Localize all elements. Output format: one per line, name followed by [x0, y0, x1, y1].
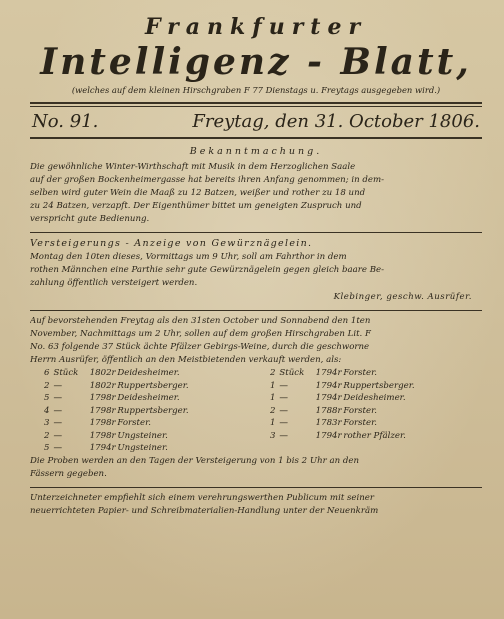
wine-unit: —	[53, 380, 63, 391]
wine-label: rother Pfälzer.	[343, 430, 406, 441]
wine-qty: 4	[43, 405, 50, 416]
issue-line	[30, 107, 482, 137]
wine-unit: —	[279, 418, 289, 428]
wine-unit: —	[279, 405, 289, 416]
wine-qty: 3	[269, 430, 276, 441]
wine-unit: Stück	[279, 368, 305, 378]
wine-year: 1788r	[315, 405, 342, 416]
weinauktion-outro	[30, 455, 482, 481]
wine-year: 1802r	[89, 368, 116, 378]
text-line: Montag den 10ten dieses, Vormittags um 9 Uhr, soll am Fahrthor in dem	[30, 252, 347, 262]
wine-label: Deidesheimer.	[117, 393, 180, 403]
wine-year: 1798r	[89, 430, 116, 441]
wine-row	[30, 392, 482, 405]
wine-year: 1794r	[315, 393, 342, 403]
section-divider	[30, 487, 482, 488]
wine-qty: 5	[43, 443, 50, 453]
text-line: Auf bevorstehenden Freytag als den 31sten October und Sonnabend den 1ten	[30, 316, 371, 326]
text-line: No. 63 folgende 37 Stück ächte Pfälzer Gebirgs-Weine, durch die geschworne	[30, 342, 370, 352]
wine-year: 1798r	[89, 393, 116, 403]
wine-year: 1798r	[89, 405, 116, 416]
wine-qty: 1	[269, 393, 276, 403]
masthead-title: Intelligenz - Blatt,	[40, 41, 472, 83]
versteigerung-title: Versteigerungs - Anzeige von Gewürznägelein.	[30, 238, 313, 249]
text-line: Herrn Ausrüfer, öffentlich an den Meistbietenden verkauft werden, als:	[30, 355, 342, 365]
wine-qty: 1	[269, 418, 276, 428]
masthead-subtitle: (welches auf dem kleinen Hirschgraben F 77 Dienstags u. Freytags ausgegeben wird.)	[71, 85, 441, 95]
footer-text	[30, 492, 482, 518]
wine-unit: —	[279, 380, 289, 391]
wine-label: Forster.	[343, 368, 377, 378]
wine-unit	[279, 442, 315, 455]
wine-row	[30, 380, 482, 393]
text-line: November, Nachmittags um 2 Uhr, sollen auf dem großen Hirschgraben Lit. F	[30, 329, 371, 339]
wine-list	[30, 367, 482, 455]
text-line: verspricht gute Bedienung.	[30, 214, 150, 224]
wine-row	[30, 417, 482, 430]
wine-qty	[256, 442, 279, 455]
wine-year: 1783r	[315, 418, 342, 428]
wine-unit: —	[53, 405, 63, 416]
wine-label: Deidesheimer.	[343, 393, 406, 403]
section-divider	[30, 232, 482, 233]
wine-qty: 2	[269, 368, 276, 378]
wine-row	[30, 367, 482, 380]
wine-unit: Stück	[53, 368, 79, 378]
text-line: neuerrichteten Papier- und Schreibmaterialien-Handlung unter der Neuenkräm	[30, 505, 379, 516]
issue-date: Freytag, den 31. October 1806.	[192, 111, 480, 132]
bekanntmachung-title: Bekanntmachung.	[189, 146, 323, 157]
wine-label: Forster.	[343, 418, 377, 428]
wine-unit: —	[53, 418, 63, 428]
wine-unit: —	[279, 430, 289, 441]
wine-label: Ruppertsberger.	[117, 380, 189, 391]
wine-year: 1794r	[315, 368, 342, 378]
wine-qty: 3	[43, 418, 50, 428]
wine-label: Ruppertsberger.	[117, 405, 189, 416]
wine-label: Forster.	[117, 418, 151, 428]
wine-unit: —	[279, 393, 289, 403]
text-line: Die Proben werden an den Tagen der Versteigerung von 1 bis 2 Uhr an den	[30, 455, 360, 466]
wine-qty: 1	[269, 380, 276, 391]
wine-label	[343, 442, 482, 455]
versteigerung-text	[30, 251, 482, 290]
wine-qty: 2	[269, 405, 276, 416]
wine-row	[30, 430, 482, 443]
wine-label: Ungsteiner.	[117, 430, 168, 441]
wine-row	[30, 405, 482, 418]
wine-qty: 2	[43, 430, 50, 441]
issue-number: No. 91.	[32, 111, 99, 132]
wine-label: Ungsteiner.	[117, 443, 168, 453]
wine-qty: 6	[43, 368, 50, 378]
wine-unit: —	[53, 430, 63, 441]
bekanntmachung-text	[30, 161, 482, 226]
wine-year: 1802r	[89, 380, 116, 391]
wine-year: 1798r	[89, 418, 116, 428]
wine-qty: 2	[43, 380, 50, 391]
text-line: zu 24 Batzen, verzapft. Der Eigenthümer bittet um geneigten Zuspruch und	[30, 201, 362, 211]
wine-unit: —	[53, 393, 63, 403]
versteigerung-signature: Klebinger, geschw. Ausrüfer.	[333, 292, 472, 302]
wine-label: Ruppertsberger.	[343, 380, 415, 391]
issue-rule	[30, 137, 482, 139]
text-line: rothen Männchen eine Parthie sehr gute Gewürznägelein gegen gleich baare Be-	[30, 265, 385, 275]
text-line: selben wird guter Wein die Maaß zu 12 Batzen, weißer und rother zu 18 und	[30, 188, 366, 198]
text-line: Die gewöhnliche Winter-Wirthschaft mit Musik in dem Herzoglichen Saale	[30, 162, 356, 172]
wine-label: Forster.	[343, 405, 377, 416]
wine-year: 1794r	[315, 430, 342, 441]
masthead-city: Frankfurter	[144, 14, 368, 40]
wine-row	[30, 442, 482, 455]
wine-year: 1794r	[89, 443, 116, 453]
section-divider	[30, 310, 482, 311]
text-line: auf der großen Bockenheimergasse hat bereits ihren Anfang genommen; in dem-	[30, 175, 384, 185]
text-line: Unterzeichneter empfiehlt sich einem verehrungswerthen Publicum mit seiner	[30, 492, 374, 503]
wine-qty: 5	[43, 393, 50, 403]
text-line: Fässern gegeben.	[30, 468, 107, 479]
text-line: zahlung öffentlich versteigert werden.	[30, 278, 198, 288]
wine-year	[316, 442, 344, 455]
wine-unit: —	[53, 443, 63, 453]
wine-label: Deidesheimer.	[117, 368, 180, 378]
weinauktion-intro	[30, 315, 482, 367]
wine-year: 1794r	[315, 380, 342, 391]
